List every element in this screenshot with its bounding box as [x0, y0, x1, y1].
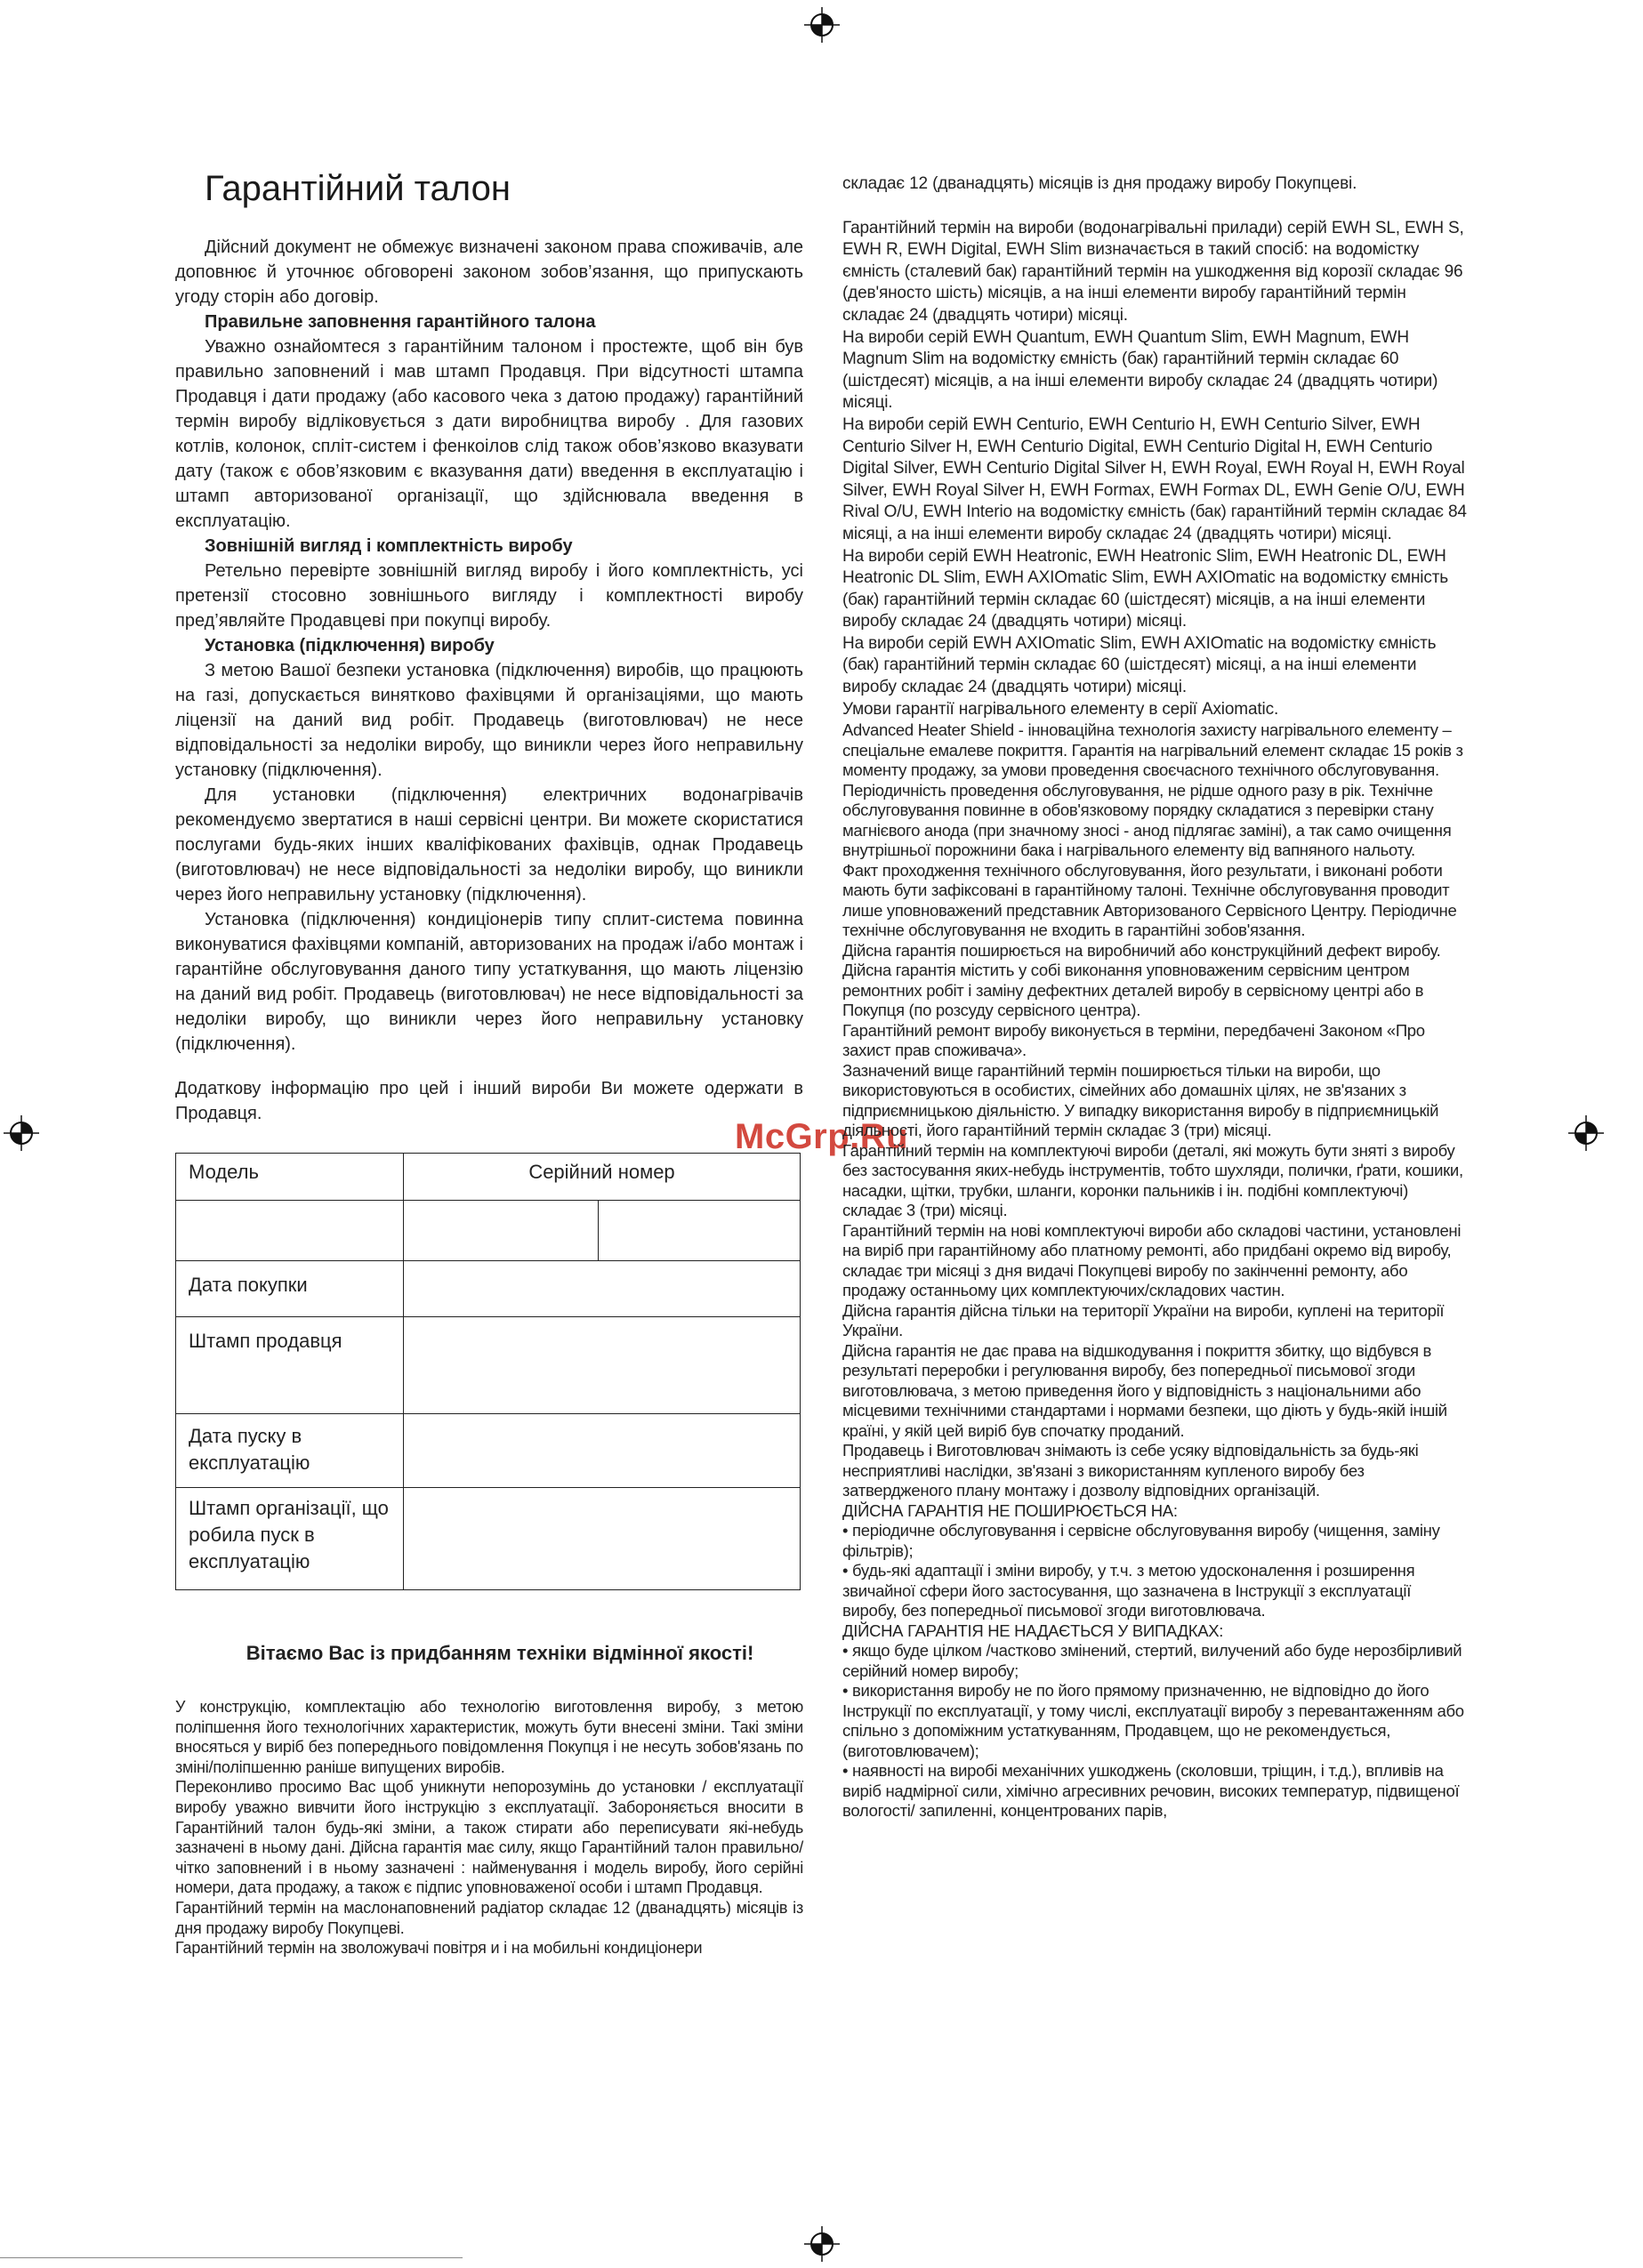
- bottom-left-paragraph-4: Гарантійний термін на зволожувачі повітря и і на мобильні кондиціонери: [175, 1939, 703, 1958]
- start-date-field[interactable]: [404, 1414, 801, 1488]
- section-text-fill: Уважно ознайомтеся з гарантійним талоном і простежте, щоб він був правильно заповнений і мав штамп Продавця. При відсутності штампа Продавця і дати продажу (або касового чека з датою продажу) гарантійний термін виробу відліковується з дати виробництва виробу . Для газових котлів, колонок, спліт-систем і фенкоілов слід також обов’язково вказувати дату (також є обов’язковим є вказування дати) введення в експлуатацію і штамп авторизованої організації, що здійснювала введення в експлуатацію.: [175, 337, 803, 531]
- serial-number-field-1[interactable]: [404, 1201, 599, 1261]
- additional-info: Додаткову інформацію про цей і інший вироби Ви можете одержати в Продавця.: [175, 1079, 803, 1123]
- right-small-13: • будь-які адаптації і зміни виробу, у т.ч. з метою удосконалення і розширення звичайної сфери його застосування, що зазначена в Інструкції з експлуатації виробу, без попередньої письмової згоди виготовлювача.: [842, 1561, 1415, 1621]
- start-date-label: Дата пуску в експлуатацію: [176, 1414, 404, 1488]
- watermark: McGrp.Ru: [735, 1117, 909, 1156]
- bottom-left-paragraph-2: Переконливо просимо Вас щоб уникнути непорозумінь до установки / експлуатації виробу уважно вивчити його інструкцію з експлуатації. Забороняється вносити в Гарантійний талон будь-які зміни, а також стирати або переписувати які-небудь зазначені в ньому дані. Дійсна гарантія має силу, якщо Гарантійний талон правильно/чітко заповнений і в ньому зазначені : найменування і модель виробу, його серійні номери, дата продажу, а також є підпис уповноваженої особи і штамп Продавця.: [175, 1778, 803, 1897]
- model-field[interactable]: [176, 1201, 404, 1261]
- section-heading-install: Установка (підключення) виробу: [205, 636, 495, 655]
- right-small-8: Дійсна гарантія дійсна тільки на території України на вироби, куплені на території України.: [842, 1300, 1445, 1340]
- right-small-5: Зазначений вище гарантійний термін поширюється тільки на вироби, що використовуються в особистих, сімейних або домашніх цілях, не зв'язаних з підприємницькою діяльністю. У випадку використання виробу в підприємницькій діяльності, його гарантійний термін складає 3 (три) місяці.: [842, 1060, 1439, 1140]
- right-small-17: • наявності на виробі механічних ушкоджень (сколовши, тріщин, і т.д.), впливів на виріб надмірної сили, хімічно агресивних речовин, високих температур, підвищеної вологості/ запиленні, концентрованих парів,: [842, 1761, 1460, 1821]
- right-small-2: Факт проходження технічного обслуговування, його результати, і виконані роботи мають бути зафіксовані в гарантійному талоні. Технічне обслуговування проводит лише уповноважений представник Авторизованого Сервісного Центру. Періодичне технічне обслуговування не входить в гарантійні зобов'язання.: [842, 860, 1457, 940]
- purchase-date-field[interactable]: [404, 1261, 801, 1317]
- serial-number-label: Серійний номер: [404, 1154, 801, 1201]
- right-small-10: Продавець і Виготовлювач знімають із себе усяку відповідальність за будь-які несприятливі наслідки, зв'язані з використанням купленого виробу без затвердженого плану монтажу і дозволу відповідних організацій.: [842, 1441, 1419, 1500]
- right-paragraph-3: На вироби серій EWH Centurio, EWH Centurio H, EWH Centurio Silver, EWH Centurio Silver H, EWH Centurio Digital, EWH Centurio Digital H, EWH Centurio Digital Silver, EWH Centurio Digital Silver H, EWH Royal, EWH Royal H, EWH Royal Silver, EWH Royal Silver H, EWH Formax, EWH Formax DL, EWH Genie O/U, EWH Rival O/U, EWH Interio на водомістку ємність (бак) гарантійний термін складає 84 місяці, а на інші елементи виробу складає 24 (двадцять чотири) місяці.: [842, 414, 1467, 543]
- right-column: [842, 173, 1470, 1822]
- right-small-15: • якщо буде цілком /частково змінений, стертий, вилучений або буде нерозбірливий серійний номер виробу;: [842, 1641, 1462, 1680]
- bottom-left-paragraph-3: Гарантійний термін на маслонаповнений радіатор складає 12 (дванадцять) місяців із дня продажу виробу Покупцеві.: [175, 1898, 803, 1937]
- warranty-form-table: [175, 1153, 801, 1590]
- right-small-14: ДІЙСНА ГАРАНТІЯ НЕ НАДАЄТЬСЯ У ВИПАДКАХ:: [842, 1621, 1224, 1640]
- org-stamp-field[interactable]: [404, 1488, 801, 1590]
- right-small-4: Гарантійний ремонт виробу виконується в терміни, передбачені Законом «Про захист прав споживача».: [842, 1020, 1425, 1060]
- install-paragraph-1: З метою Вашої безпеки установка (підключення) виробів, що працюють на газі, допускається винятково фахівцями й організаціями, що мають ліцензії на даний вид робіт. Продавець (виготовлювач) не несе відповідальності за недоліки виробу, що виникли через його неправильну установку (підключення).: [175, 661, 803, 780]
- section-text-look: Ретельно перевірте зовнішній вигляд виробу і його комплектність, усі претензії стосовно зовнішнього вигляду і комплектності виробу пред’являйте Продавцеві при покупці виробу.: [175, 561, 803, 631]
- seller-stamp-label: Штамп продавця: [176, 1317, 404, 1414]
- right-paragraph-1: Гарантійний термін на вироби (водонагрівальні прилади) серій EWH SL, EWH S, EWH R, EWH Digital, EWH Slim визначається в такий спосіб: на водомістку ємність (сталевий бак) гарантійний термін на ушкодження від корозії складає 96 (дев'яносто шість) місяців, а на інші елементи виробу гарантійний термін складає 24 (двадцять чотири) місяці.: [842, 218, 1464, 325]
- install-paragraph-3: Установка (підключення) кондиціонерів типу сплит-система повинна виконуватися фахівцями компаній, авторизованих на продаж і/або монтаж і гарантійне обслуговування даного типу устаткування, що мають ліцензію на даний вид робіт. Продавець (виготовлювач) не несе відповідальності за недоліки виробу, що виникли через його неправильну установку (підключення).: [175, 910, 803, 1054]
- right-small-16: • використання виробу не по його прямому призначенню, не відповідно до його Інструкції по експлуатації, у тому числі, експлуатації виробу з перевантаженням або спільно з допоміжним устаткуванням, Продавцем, що не рекомендується, (виготовлювачем);: [842, 1681, 1464, 1760]
- right-small-9: Дійсна гарантія не дає права на відшкодування і покриття збитку, що відбувся в результаті переробки і регулювання виробу, без попередньої письмової згоди виготовлювача, з метою приведення його у відповідність з національними або місцевими технічними стандартами і нормами безпеки, що діють у будь-якій іншій країні, у якій цей виріб був спочатку проданий.: [842, 1340, 1447, 1440]
- right-small-6: Гарантійний термін на комплектуючі вироби (деталі, які можуть бути зняті з виробу без застосування яких-небудь інструментів, тобто шухляди, полички, ґрати, кошики, насадки, щітки, трубки, шланги, коронки пальників і ін. подібні комплектуючі) складає 3 (три) місяці.: [842, 1140, 1463, 1220]
- right-paragraph-2: На вироби серій EWH Quantum, EWH Quantum Slim, EWH Magnum, EWH Magnum Slim на водомістку ємність (бак) гарантійний термін складає 60 (шістдесят) місяців, а на інші елементи виробу складає 24 (двадцять чотири) місяці.: [842, 327, 1438, 413]
- intro-paragraph: Дійсний документ не обмежує визначені законом права споживачів, але доповнює й уточнює обговорені законом зобов’язання, що припускають угоду сторін або договір.: [175, 237, 803, 307]
- left-column: [175, 169, 803, 1958]
- section-heading-fill: Правильне заповнення гарантійного талона: [205, 312, 596, 332]
- purchase-date-label: Дата покупки: [176, 1261, 404, 1317]
- right-paragraph-5: На вироби серій EWH AXIOmatic Slim, EWH AXIOmatic на водомістку ємність (бак) гарантійний термін складає 60 (шістдесят) місяці, а на інші елементи виробу складає 24 (двадцять чотири) місяці.: [842, 633, 1437, 697]
- seller-stamp-field[interactable]: [404, 1317, 801, 1414]
- right-small-11: ДІЙСНА ГАРАНТІЯ НЕ ПОШИРЮЄТЬСЯ НА:: [842, 1500, 1178, 1520]
- section-heading-look: Зовнішній вигляд і комплектність виробу: [205, 536, 573, 556]
- welcome-heading: Вітаємо Вас із придбанням техніки відмінної якості!: [246, 1642, 754, 1664]
- right-small-3: Дійсна гарантія поширюється на виробничий або конструкційний дефект виробу. Дійсна гарантія містить у собі виконання уповноваженим сервісним центром ремонтних робіт і заміну дефектних деталей виробу в сервісному центрі або в Покупця (по розсуду сервісного центра).: [842, 940, 1441, 1020]
- org-stamp-label: Штамп організації, що робила пуск в експлуатацію: [176, 1488, 404, 1590]
- registration-mark-right: [1568, 1115, 1604, 1151]
- right-paragraph-4: На вироби серій EWH Heatronic, EWH Heatronic Slim, EWH Heatronic DL, EWH Heatronic DL Slim, EWH AXIOmatic Slim, EWH AXIOmatic на водомістку ємність (бак) гарантійний термін складає 60 (шістдесят) місяців, а на інші елементи виробу складає 24 (двадцять чотири) місяці.: [842, 546, 1449, 631]
- right-small-1: Advanced Heater Shield - інноваційна технологія захисту нагрівального елементу – спеціальне емалеве покриття. Гарантія на нагрівальний елемент складає 15 років з моменту продажу, за умови проведення своєчасного технічного обслуговування. Періодичність проведення обслуговування, не рідше одного разу в рік. Технічне обслуговування повинне в обов'язковому порядку складатися з перевірки стану магнієвого анода (при значному зносі - анод підлягає заміні), а так само очищення внутрішньої порожнини бака і нагрівального елементу від вапняного нальоту.: [842, 720, 1463, 860]
- registration-mark-left: [4, 1115, 39, 1151]
- serial-number-field-2[interactable]: [599, 1201, 801, 1261]
- footer-rule: [0, 2257, 463, 2258]
- registration-mark-top: [804, 7, 840, 43]
- install-paragraph-2: Для установки (підключення) електричних водонагрівачів рекомендуємо звертатися в наші сервісні центри. Ви можете скористатися послугами будь-яких інших кваліфікованих фахівців, однак Продавець (виготовлювач) не несе відповідальності за недоліки виробу, що виникли через його неправильну установку (підключення).: [175, 785, 803, 905]
- page-title: Гарантійний талон: [205, 169, 511, 208]
- bottom-left-paragraph-1: У конструкцію, комплектацію або технологію виготовлення виробу, з метою поліпшення його технологічних характеристик, можуть бути внесені зміни. Такі зміни вносяться у виріб без попереднього повідомлення Покупця і не несуть зобов'язань по зміні/поліпшенню раніше випущених виробів.: [175, 1698, 803, 1776]
- right-small-7: Гарантійний термін на нові комплектуючі вироби або складові частини, установлені на виріб при гарантійному або платному ремонті, або придбані окремо від виробу, складає три місяці з дня видачі Покупцеві виробу по закінченні ремонту, або продажу останньому цих комплектуючих/складових частин.: [842, 1220, 1462, 1300]
- right-small-12: • періодичне обслуговування і сервісне обслуговування виробу (чищення, заміну фільтрів);: [842, 1521, 1440, 1560]
- registration-mark-bottom: [804, 2226, 840, 2262]
- right-top-line: складає 12 (дванадцять) місяців із дня продажу виробу Покупцеві.: [842, 174, 1357, 193]
- model-label: Модель: [176, 1154, 404, 1201]
- right-paragraph-6: Умови гарантії нагрівального елементу в серії Axiomatic.: [842, 699, 1279, 719]
